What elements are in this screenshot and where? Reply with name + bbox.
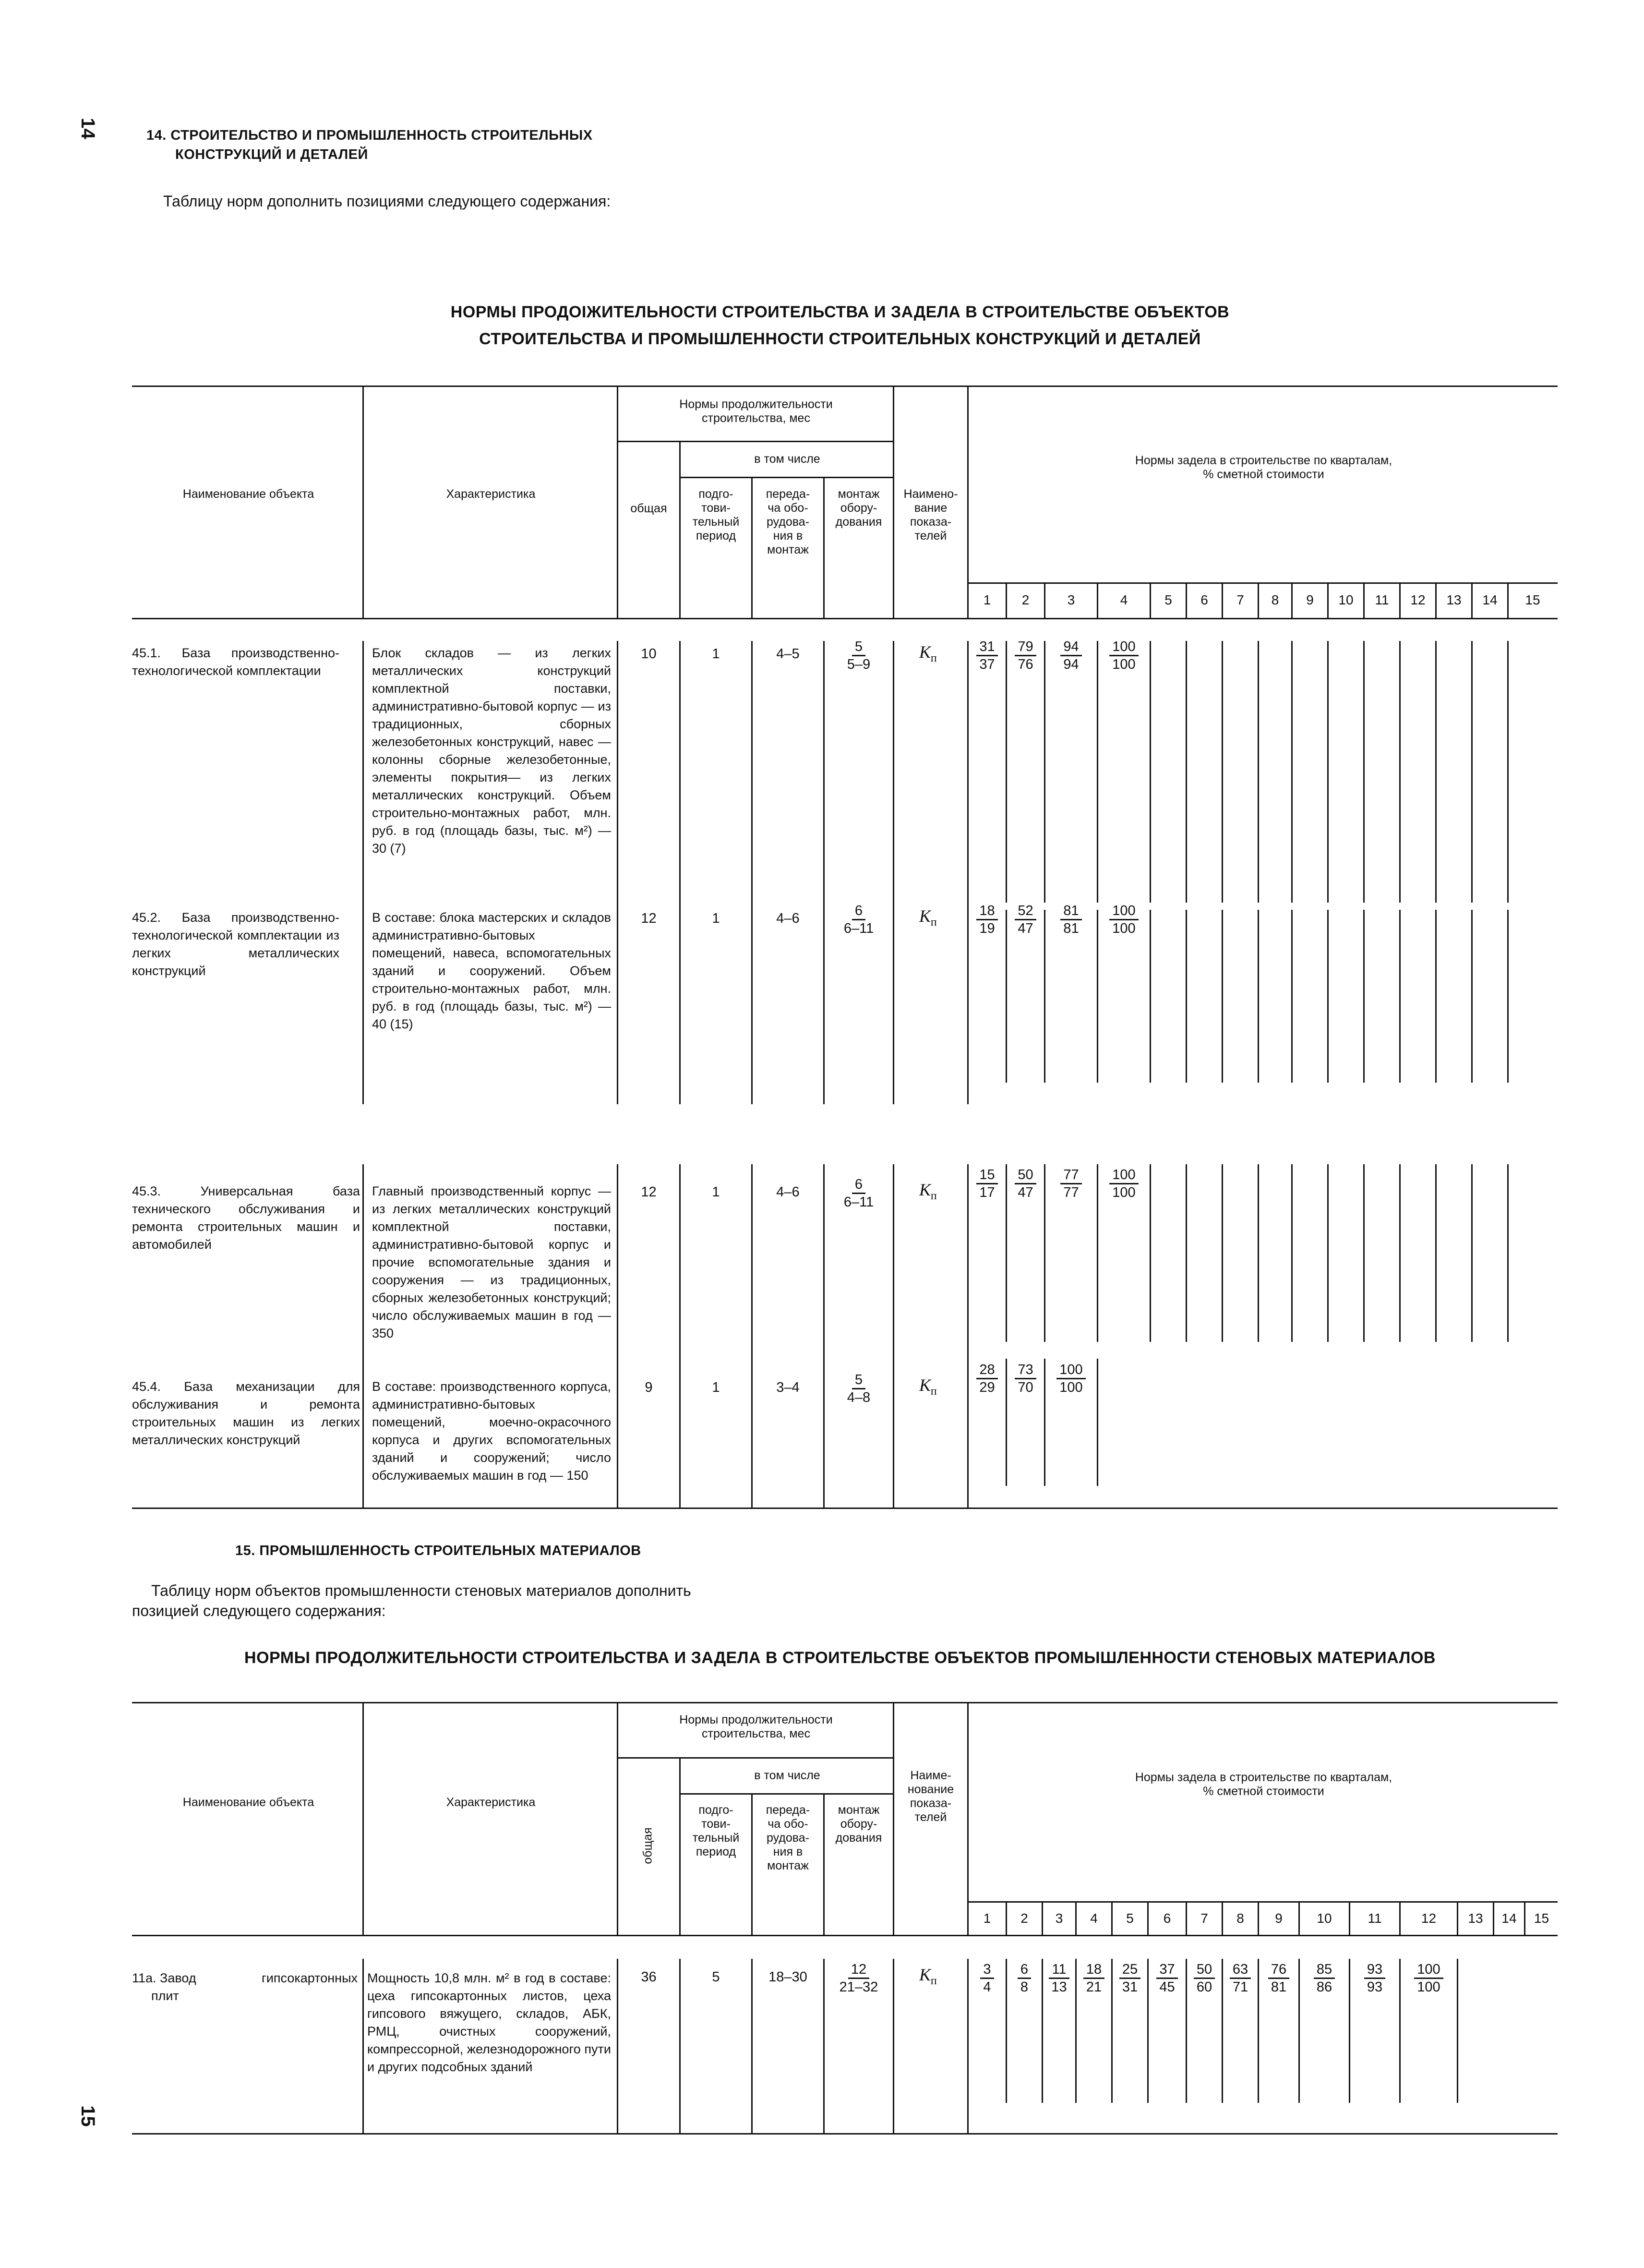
- table-2-rule: [617, 1757, 893, 1759]
- col-header-prep: подго- тови- тельный период: [692, 487, 740, 543]
- col-header-indicator: Наиме- нование показа- телей: [907, 1769, 954, 1824]
- duration-install: $\frac{5}{5-9}$: [847, 639, 871, 672]
- backlog-q3: $\frac{94}{94}$: [1045, 639, 1097, 673]
- table-1-rule: [967, 582, 1558, 584]
- backlog-q4: $\frac{100}{100}$: [1098, 1167, 1150, 1201]
- indicator-kp: $К_п$: [919, 642, 937, 665]
- quarter-number: 11: [1375, 592, 1389, 607]
- table-1-col-rule: [362, 386, 364, 618]
- col-header-indicator: Наимено- вание показа- телей: [903, 487, 958, 543]
- duration-total: 12: [641, 911, 657, 926]
- duration-install: $\frac{6}{6-11}$: [843, 1177, 874, 1210]
- indicator-kp: $К_п$: [919, 906, 937, 929]
- col-header-characteristic: Характеристика: [446, 487, 536, 501]
- quarter-number: 9: [1275, 1911, 1283, 1926]
- quarter-number: 13: [1468, 1911, 1483, 1926]
- quarter-number: 12: [1421, 1911, 1437, 1926]
- backlog-q1: $\frac{15}{17}$: [969, 1167, 1006, 1201]
- duration-prep: 5: [712, 1969, 720, 1985]
- quarter-number: 12: [1410, 592, 1426, 607]
- object-name: 11а. Завод гипсокартонных плит: [132, 1971, 358, 2003]
- quarter-number: 3: [1067, 592, 1075, 607]
- col-header-including: в том числе: [754, 1769, 820, 1782]
- backlog-q4: $\frac{100}{100}$: [1098, 903, 1150, 937]
- backlog-q4: $\frac{100}{100}$: [1098, 639, 1150, 673]
- table-1-top-rule: [132, 386, 1558, 387]
- quarter-number: 15: [1525, 592, 1540, 607]
- quarter-number: 2: [1021, 592, 1030, 607]
- quarter-number: 8: [1271, 592, 1279, 607]
- backlog-q3: $\frac{81}{81}$: [1045, 903, 1097, 937]
- backlog-q1: $\frac{18}{19}$: [969, 903, 1006, 937]
- quarter-number: 10: [1317, 1911, 1332, 1926]
- section-14-title-line2: КОНСТРУКЦИЙ И ДЕТАЛЕЙ: [175, 147, 368, 162]
- table-2-title: НОРМЫ ПРОДОЛЖИТЕЛЬНОСТИ СТРОИТЕЛЬСТВА И ЗАДЕЛА В СТРОИТЕЛЬСТВЕ ОБЪЕКТОВ ПРОМЫШЛЕННОСТИ СТЕНОВЫХ МАТЕРИАЛОВ: [244, 1649, 1436, 1667]
- table-1-rule: [617, 441, 893, 442]
- duration-install: $\frac{5}{4-8}$: [847, 1372, 871, 1405]
- backlog-q2: $\frac{79}{76}$: [1007, 639, 1044, 673]
- backlog-q10: $\frac{85}{86}$: [1300, 1961, 1349, 1995]
- backlog-q11: $\frac{93}{93}$: [1350, 1961, 1399, 1995]
- quarter-number: 4: [1090, 1911, 1098, 1926]
- quarter-number: 2: [1020, 1911, 1028, 1926]
- quarter-number: 3: [1055, 1911, 1063, 1926]
- col-header-prep: подго- тови- тельный период: [692, 1803, 740, 1858]
- col-header-backlog: Нормы задела в строительстве по кварталам, % сметной стоимости: [1135, 454, 1392, 481]
- indicator-kp: $К_п$: [919, 1180, 937, 1203]
- backlog-q1: $\frac{31}{37}$: [969, 639, 1006, 673]
- col-header-install: монтаж обору- дования: [835, 1803, 882, 1845]
- backlog-q2: $\frac{50}{47}$: [1007, 1167, 1044, 1201]
- backlog-q8: $\frac{63}{71}$: [1223, 1961, 1258, 1995]
- duration-total: 36: [641, 1969, 657, 1985]
- section-14-intro: Таблицу норм дополнить позициями следующего содержания:: [163, 193, 611, 210]
- backlog-q5: $\frac{25}{31}$: [1113, 1961, 1147, 1995]
- backlog-q2: $\frac{52}{47}$: [1007, 903, 1044, 937]
- table-2-bottom-rule: [132, 2133, 1558, 2135]
- object-name: 45.1. База производственно-технологической комплектации: [132, 646, 339, 678]
- backlog-q1: $\frac{28}{29}$: [969, 1362, 1006, 1396]
- quarter-number: 1: [983, 592, 991, 607]
- quarter-number: 14: [1482, 592, 1498, 607]
- quarter-number: 14: [1501, 1911, 1517, 1926]
- quarter-number: 6: [1200, 592, 1208, 607]
- col-header-total: общая: [630, 502, 667, 515]
- table-1-title-line1: НОРМЫ ПРОДОIЖИТЕЛЬНОСТИ СТРОИТЕЛЬСТВА И ЗАДЕЛА В СТРОИТЕЛЬСТВЕ ОБЪЕКТОВ: [450, 303, 1230, 321]
- table-2-col-rule: [362, 1702, 364, 1935]
- col-header-duration: Нормы продолжительности строительства, мес: [679, 1713, 833, 1740]
- col-header-duration: Нормы продолжительности строительства, мес: [679, 398, 833, 425]
- table-1-col-rule: [967, 386, 969, 618]
- backlog-q9: $\frac{76}{81}$: [1259, 1961, 1298, 1995]
- object-characteristic: В составе: производственного корпуса, административно-бытовых помещений, моечно-окрасочного корпуса и других вспомогательных зданий и сооружений; число обслуживаемых машин в год — 150: [372, 1379, 611, 1483]
- object-characteristic: В составе: блока мастерских и складов административно-бытовых помещений, навеса, вспомогательных зданий и сооружений. Объем строительно-монтажных работ, млн. руб. в год (площадь базы, тыс. м²) — 40 (15): [372, 910, 611, 1031]
- object-characteristic: Главный производственный корпус — из легких металлических конструкций комплектной поставки, административно-бытовой корпус и прочие вспомогательные здания и сооружения — из традиционных, сборных железобетонных конструкций; число обслуживаемых машин в год — 350: [372, 1184, 611, 1340]
- object-characteristic: Блок складов — из легких металлических конструкций комплектной поставки, административно-бытовой корпус — из традиционных, сборных железобетонных конструкций, навес — колонны сборные железобетонные, элементы покрытия— из легких металлических конструкций. Объем строительно-монтажных работ, млн. руб. в год (площадь базы, тыс. м²) — 30 (7): [372, 646, 611, 856]
- duration-transfer: 3–4: [776, 1380, 800, 1395]
- col-header-backlog: Нормы задела в строительстве по кварталам, % сметной стоимости: [1135, 1771, 1392, 1798]
- quarter-number: 10: [1338, 592, 1354, 607]
- quarter-number: 1: [983, 1911, 991, 1926]
- table-1-title-line2: СТРОИТЕЛЬСТВА И ПРОМЫШЛЕННОСТИ СТРОИТЕЛЬНЫХ КОНСТРУКЦИЙ И ДЕТАЛЕЙ: [479, 330, 1201, 348]
- table-2-col-rule: [617, 1702, 618, 1935]
- quarter-number: 7: [1236, 592, 1244, 607]
- indicator-kp: $К_п$: [919, 1375, 937, 1398]
- duration-install: $\frac{12}{21-32}$: [839, 1962, 878, 1995]
- table-1-rule: [679, 477, 893, 478]
- section-14-title: [146, 126, 593, 164]
- object-name: 45.3. Универсальная база технического обслуживания и ремонта строительных машин и автомобилей: [132, 1184, 360, 1252]
- col-header-characteristic: Характеристика: [446, 1796, 536, 1809]
- quarter-number: 7: [1200, 1911, 1208, 1926]
- backlog-q3: $\frac{77}{77}$: [1045, 1167, 1097, 1201]
- backlog-q7: $\frac{50}{60}$: [1187, 1961, 1222, 1995]
- col-header-transfer: переда- ча обо- рудова- ния в монтаж: [766, 1803, 810, 1872]
- duration-transfer: 18–30: [768, 1969, 807, 1985]
- backlog-q3: $\frac{100}{100}$: [1045, 1362, 1097, 1396]
- col-header-including: в том числе: [754, 452, 820, 466]
- quarter-number: 6: [1163, 1911, 1171, 1926]
- page-number-bottom: 15: [77, 2105, 98, 2127]
- section-15-title: 15. ПРОМЫШЛЕННОСТЬ СТРОИТЕЛЬНЫХ МАТЕРИАЛОВ: [235, 1543, 641, 1558]
- quarter-number: 5: [1164, 592, 1172, 607]
- duration-prep: 1: [712, 1380, 720, 1395]
- section-14-title-line1: 14. СТРОИТЕЛЬСТВО И ПРОМЫШЛЕННОСТЬ СТРОИТЕЛЬНЫХ: [146, 128, 593, 143]
- duration-transfer: 4–6: [776, 1184, 800, 1200]
- table-2-rule: [679, 1793, 893, 1795]
- col-header-total: общая: [641, 1827, 655, 1864]
- backlog-q1: $\frac{3}{4}$: [969, 1961, 1006, 1995]
- backlog-q6: $\frac{37}{45}$: [1149, 1961, 1186, 1995]
- duration-total: 12: [641, 1184, 657, 1200]
- table-2-top-rule: [132, 1702, 1558, 1703]
- table-2-header-rule: [132, 1935, 1558, 1936]
- quarter-number: 11: [1368, 1911, 1382, 1926]
- object-name: 45.4. База механизации для обслуживания и ремонта строительных машин из легких металлических конструкций: [132, 1379, 360, 1447]
- col-header-transfer: переда- ча обо- рудова- ния в монтаж: [766, 487, 810, 556]
- quarter-number: 15: [1534, 1911, 1549, 1926]
- col-header-name: Наименование объекта: [182, 487, 314, 501]
- backlog-q4: $\frac{18}{21}$: [1077, 1961, 1111, 1995]
- backlog-q3: $\frac{11}{13}$: [1043, 1961, 1075, 1995]
- duration-transfer: 4–6: [776, 911, 800, 926]
- section-15-intro: Таблицу норм объектов промышленности стеновых материалов дополнить позицией следующего содержания:: [132, 1582, 691, 1619]
- quarter-number: 5: [1126, 1911, 1134, 1926]
- table-2-rule: [967, 1901, 1558, 1903]
- object-characteristic: Мощность 10,8 млн. м² в год в составе: цеха гипсокартонных листов, цеха гипсового вяжущего, складов, АБК, РМЦ, очистных сооружений, компрессорной, железнодорожного пути и других подсобных зданий: [367, 1971, 611, 2074]
- duration-prep: 1: [712, 646, 720, 662]
- duration-prep: 1: [712, 1184, 720, 1200]
- quarter-number: 13: [1446, 592, 1462, 607]
- indicator-kp: $К_п$: [919, 1965, 937, 1988]
- table-1-bottom-rule: [132, 1508, 1558, 1509]
- col-header-name: Наименование объекта: [182, 1796, 314, 1809]
- quarter-number: 8: [1236, 1911, 1244, 1926]
- page-number-top: 14: [77, 118, 98, 139]
- backlog-q2: $\frac{6}{8}$: [1007, 1961, 1042, 1995]
- col-header-install: монтаж обору- дования: [835, 487, 882, 529]
- object-name: 45.2. База производственно-технологической комплектации из легких металлических конструкций: [132, 910, 339, 978]
- duration-total: 9: [645, 1380, 653, 1395]
- quarter-number: 4: [1120, 592, 1128, 607]
- table-1-header-rule: [132, 618, 1558, 619]
- duration-prep: 1: [712, 911, 720, 926]
- backlog-q12: $\frac{100}{100}$: [1401, 1961, 1457, 1995]
- backlog-q2: $\frac{73}{70}$: [1007, 1362, 1044, 1396]
- duration-install: $\frac{6}{6-11}$: [843, 903, 874, 936]
- table-2-col-rule: [967, 1702, 969, 1935]
- quarter-number: 9: [1306, 592, 1314, 607]
- duration-transfer: 4–5: [776, 646, 800, 662]
- table-1-title: [130, 299, 1550, 352]
- duration-total: 10: [641, 646, 657, 662]
